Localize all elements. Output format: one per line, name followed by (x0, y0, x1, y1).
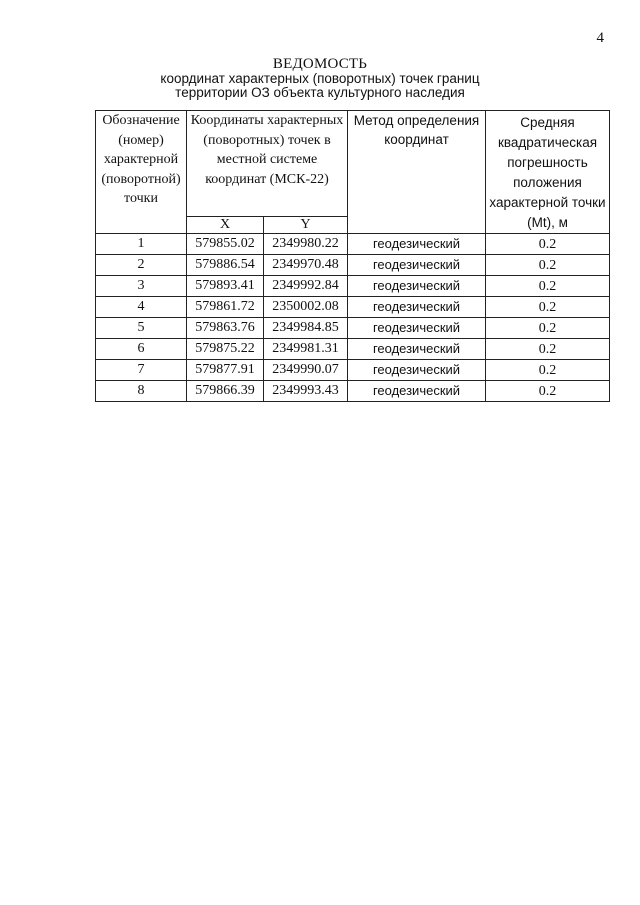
cell-point-number: 4 (96, 297, 187, 318)
title-line-1: координат характерных (поворотных) точек границ (160, 71, 480, 86)
cell-x: 579866.39 (187, 381, 264, 402)
cell-error: 0.2 (486, 360, 610, 381)
cell-x: 579877.91 (187, 360, 264, 381)
cell-x: 579861.72 (187, 297, 264, 318)
header-error: Средняя квадратическая погрешность положения характерной точки (Mt), м (486, 111, 610, 234)
page-number: 4 (596, 30, 604, 46)
cell-y: 2349984.85 (264, 318, 348, 339)
cell-method: геодезический (348, 381, 486, 402)
table-row (96, 276, 610, 297)
cell-error: 0.2 (486, 318, 610, 339)
table-row (96, 297, 610, 318)
cell-point-number: 5 (96, 318, 187, 339)
cell-method: геодезический (348, 339, 486, 360)
cell-point-number: 3 (96, 276, 187, 297)
cell-method: геодезический (348, 360, 486, 381)
cell-y: 2349990.07 (264, 360, 348, 381)
table-row (96, 339, 610, 360)
cell-y: 2349992.84 (264, 276, 348, 297)
header-coordinates: Координаты характерных (поворотных) точек в местной системе координат (МСК-22) (187, 111, 348, 217)
cell-method: геодезический (348, 318, 486, 339)
cell-y: 2349980.22 (264, 234, 348, 255)
cell-x: 579863.76 (187, 318, 264, 339)
header-y: Y (264, 217, 348, 234)
cell-method: геодезический (348, 255, 486, 276)
cell-y: 2349970.48 (264, 255, 348, 276)
cell-error: 0.2 (486, 255, 610, 276)
cell-y: 2349993.43 (264, 381, 348, 402)
cell-x: 579855.02 (187, 234, 264, 255)
cell-point-number: 7 (96, 360, 187, 381)
cell-error: 0.2 (486, 297, 610, 318)
cell-x: 579893.41 (187, 276, 264, 297)
document-title (0, 56, 640, 100)
cell-error: 0.2 (486, 276, 610, 297)
coordinates-table (95, 110, 610, 402)
cell-method: геодезический (348, 234, 486, 255)
cell-error: 0.2 (486, 381, 610, 402)
cell-x: 579875.22 (187, 339, 264, 360)
cell-point-number: 1 (96, 234, 187, 255)
cell-point-number: 2 (96, 255, 187, 276)
table-row (96, 360, 610, 381)
table-row (96, 234, 610, 255)
title-line-2: территории ОЗ объекта культурного наследия (175, 85, 465, 100)
cell-y: 2349981.31 (264, 339, 348, 360)
table-row (96, 381, 610, 402)
table-row (96, 255, 610, 276)
table-row (96, 318, 610, 339)
cell-y: 2350002.08 (264, 297, 348, 318)
cell-point-number: 6 (96, 339, 187, 360)
header-designation: Обозначение (номер) характерной (поворотной) точки (96, 111, 187, 234)
title-main: ВЕДОМОСТЬ (272, 56, 368, 72)
cell-point-number: 8 (96, 381, 187, 402)
cell-x: 579886.54 (187, 255, 264, 276)
header-method: Метод определения координат (348, 111, 486, 234)
cell-method: геодезический (348, 276, 486, 297)
cell-method: геодезический (348, 297, 486, 318)
cell-error: 0.2 (486, 234, 610, 255)
cell-error: 0.2 (486, 339, 610, 360)
header-x: X (187, 217, 264, 234)
